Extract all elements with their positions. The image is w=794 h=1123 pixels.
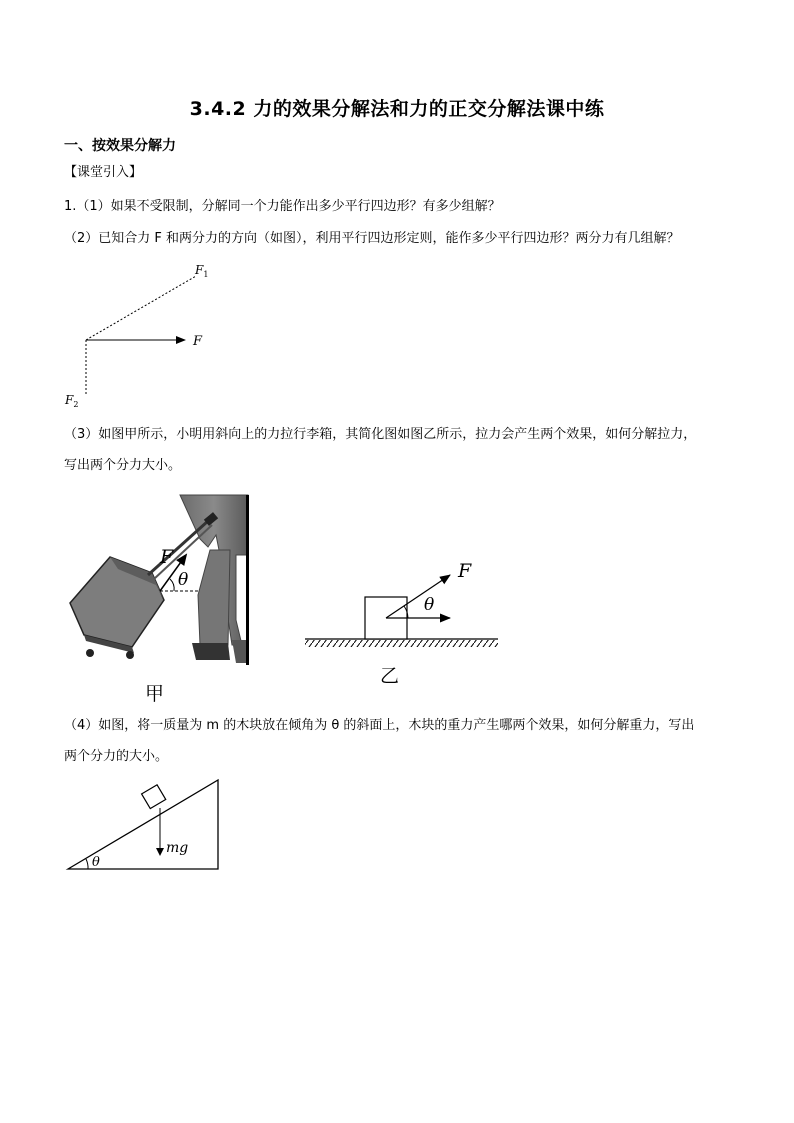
- figure-caption-jia: 甲: [145, 683, 165, 705]
- question-1-3-line1: （3）如图甲所示，小明用斜向上的力拉行李箱，其简化图如图乙所示，拉力会产生两个效果，如何分解拉力，: [64, 427, 697, 442]
- f1-direction-line: [86, 276, 196, 340]
- suitcase-illustration: [70, 512, 218, 659]
- angle-arc: [170, 579, 174, 591]
- question-1-4-line2: 两个分力的大小。: [64, 749, 169, 764]
- lead-in-label: 【课堂引入】: [64, 165, 143, 180]
- question-1-2: （2）已知合力 F 和两分力的方向（如图），利用平行四边形定则，能作多少平行四边形？两分力有几组解？: [64, 231, 680, 246]
- f1-label: $F_1$: [195, 263, 209, 279]
- block-pull-figure: [300, 555, 505, 690]
- suitcase-photo-figure: [60, 495, 260, 710]
- ground-hatching: [305, 640, 498, 647]
- pull-force-label: F: [160, 546, 174, 568]
- angle-label: θ: [424, 595, 435, 615]
- section-heading: 一、按效果分解力: [64, 138, 176, 154]
- incline-figure: [60, 774, 230, 879]
- f2-label: $F_2$: [65, 393, 79, 409]
- figure-caption-yi: 乙: [380, 665, 400, 687]
- question-1-3-line2: 写出两个分力大小。: [64, 458, 182, 473]
- page-title: 3.4.2 力的效果分解法和力的正交分解法课中练: [189, 98, 605, 120]
- question-1-4-line1: （4）如图，将一质量为 m 的木块放在倾角为 θ 的斜面上，木块的重力产生哪两个效果，如何分解重力，写出: [64, 718, 695, 733]
- pull-force-label: F: [458, 560, 472, 582]
- angle-label: θ: [178, 570, 189, 590]
- force-f-label: F: [193, 334, 203, 349]
- force-directions-figure: [55, 258, 225, 413]
- block-on-incline: [142, 785, 166, 809]
- question-1-1: 1.（1）如果不受限制，分解同一个力能作出多少平行四边形？有多少组解？: [64, 199, 501, 214]
- incline-angle-label: θ: [92, 855, 100, 870]
- gravity-label: mg: [166, 840, 189, 856]
